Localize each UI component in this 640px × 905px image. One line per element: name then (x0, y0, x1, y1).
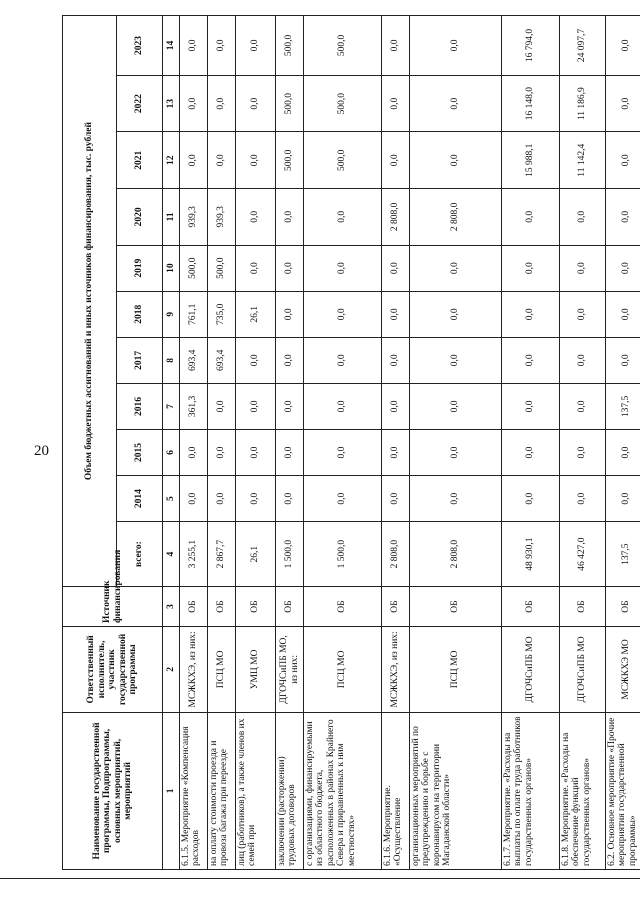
row-value: 0,0 (382, 291, 410, 337)
table-row (502, 16, 560, 870)
row-source: ОБ (276, 587, 304, 627)
row-value: 0,0 (236, 189, 276, 246)
table-row (606, 16, 640, 870)
row-value: 0,0 (304, 383, 382, 429)
row-value: 0,0 (410, 132, 502, 189)
row-value: 0,0 (180, 429, 208, 475)
year-header: 2019 (117, 245, 163, 291)
rotated-table-container (62, 15, 638, 870)
row-value: 500,0 (276, 16, 304, 76)
row-executor: ПСЦ МО (410, 626, 502, 712)
table-row (276, 16, 304, 870)
header-funding: Объем бюджетных ассигнований и иных источников финансирования, тыс. рублей (63, 16, 117, 587)
row-value: 16 148,0 (502, 75, 560, 132)
row-value: 0,0 (410, 337, 502, 383)
row-name: 6.1.8. Мероприятие. «Расходы на обеспечение функций государственных органов» (560, 712, 606, 869)
row-value: 500,0 (304, 132, 382, 189)
column-number: 7 (163, 383, 180, 429)
row-source: ОБ (382, 587, 410, 627)
row-executor: ПСЦ МО (208, 626, 236, 712)
row-value: 0,0 (410, 291, 502, 337)
page-number: 20 (34, 443, 49, 459)
row-value: 0,0 (180, 75, 208, 132)
column-number: 4 (163, 522, 180, 587)
row-value: 0,0 (560, 383, 606, 429)
row-source: ОБ (180, 587, 208, 627)
row-value: 500,0 (304, 16, 382, 76)
row-value: 0,0 (304, 476, 382, 522)
row-value: 761,1 (180, 291, 208, 337)
column-number: 1 (163, 712, 180, 869)
table-row (382, 16, 410, 870)
row-value: 0,0 (410, 245, 502, 291)
row-value: 48 930,1 (502, 522, 560, 587)
column-number: 8 (163, 337, 180, 383)
row-value: 0,0 (606, 337, 640, 383)
row-name: 6.1.7. Мероприятие. «Расходы на выплаты по оплате труда работников государственных органов» (502, 712, 560, 869)
row-value: 0,0 (276, 291, 304, 337)
row-value: 0,0 (410, 383, 502, 429)
row-value: 0,0 (382, 132, 410, 189)
row-value: 0,0 (410, 476, 502, 522)
row-value: 0,0 (276, 189, 304, 246)
row-executor: УМЦ МО (236, 626, 276, 712)
row-value: 0,0 (606, 132, 640, 189)
row-value: 0,0 (560, 337, 606, 383)
row-value: 0,0 (304, 337, 382, 383)
row-name: 6.2. Основное мероприятие «Прочие мероприятия государственной программы» (606, 712, 640, 869)
row-value: 0,0 (382, 75, 410, 132)
row-value: 0,0 (276, 337, 304, 383)
row-value: 11 186,9 (560, 75, 606, 132)
row-executor: МСЖКХЭ МО (606, 626, 640, 712)
row-value: 0,0 (276, 429, 304, 475)
row-value: 0,0 (410, 16, 502, 76)
row-value: 0,0 (208, 16, 236, 76)
header-name: Наименование государственной программы, Подпрограммы, основных мероприятий, мероприятий (63, 712, 163, 869)
table-row (410, 16, 502, 870)
row-value: 500,0 (276, 75, 304, 132)
row-value: 0,0 (208, 429, 236, 475)
row-value: 0,0 (502, 383, 560, 429)
row-value: 0,0 (276, 245, 304, 291)
year-header: 2018 (117, 291, 163, 337)
row-value: 693,4 (208, 337, 236, 383)
row-value: 0,0 (236, 16, 276, 76)
row-value: 0,0 (560, 429, 606, 475)
row-source: ОБ (606, 587, 640, 627)
table-row (560, 16, 606, 870)
row-value: 137,5 (606, 383, 640, 429)
row-value: 0,0 (606, 429, 640, 475)
row-value: 46 427,0 (560, 522, 606, 587)
header-source: Источник финансирования (63, 587, 163, 627)
row-value: 0,0 (236, 132, 276, 189)
row-value: 500,0 (208, 245, 236, 291)
row-value: 0,0 (502, 429, 560, 475)
row-executor: ДГОЧСиПБ МО (502, 626, 560, 712)
year-header: 2014 (117, 476, 163, 522)
row-name: 6.1.5. Мероприятие «Компенсация расходов (180, 712, 208, 869)
row-name: лиц (работников), а также членов их семей при (236, 712, 276, 869)
row-value: 0,0 (606, 245, 640, 291)
row-value: 0,0 (502, 189, 560, 246)
row-value: 0,0 (502, 337, 560, 383)
row-value: 1 500,0 (276, 522, 304, 587)
row-name: с организациями, финансируемыми из областного бюджета, расположенных в районах Крайнего Севера и приравненных к ним местностях» (304, 712, 382, 869)
row-executor: МСЖКХЭ, из них: (180, 626, 208, 712)
row-value: 2 808,0 (382, 189, 410, 246)
row-value: 0,0 (304, 245, 382, 291)
row-source: ОБ (560, 587, 606, 627)
row-value: 0,0 (606, 75, 640, 132)
column-numbers-row (163, 16, 180, 870)
row-value: 26,1 (236, 291, 276, 337)
row-value: 0,0 (410, 429, 502, 475)
year-header: 2017 (117, 337, 163, 383)
row-value: 0,0 (560, 291, 606, 337)
row-value: 0,0 (180, 16, 208, 76)
year-header: 2016 (117, 383, 163, 429)
row-value: 0,0 (236, 383, 276, 429)
row-value: 2 808,0 (382, 522, 410, 587)
row-value: 0,0 (606, 476, 640, 522)
row-executor: ДГОЧСиПБ МО (560, 626, 606, 712)
row-value: 0,0 (560, 245, 606, 291)
year-header: 2015 (117, 429, 163, 475)
footer-rule (0, 878, 640, 879)
row-value: 0,0 (382, 16, 410, 76)
table-row (180, 16, 208, 870)
year-header: 2020 (117, 189, 163, 246)
row-source: ОБ (502, 587, 560, 627)
row-value: 0,0 (236, 75, 276, 132)
column-number: 14 (163, 16, 180, 76)
row-value: 0,0 (502, 245, 560, 291)
row-source: ОБ (410, 587, 502, 627)
row-value: 0,0 (382, 429, 410, 475)
year-header: 2023 (117, 16, 163, 76)
column-number: 12 (163, 132, 180, 189)
row-name: 6.1.6. Мероприятие. «Осуществление (382, 712, 410, 869)
column-number: 13 (163, 75, 180, 132)
row-value: 693,4 (180, 337, 208, 383)
row-executor: ПСЦ МО (304, 626, 382, 712)
row-value: 0,0 (276, 476, 304, 522)
row-value: 500,0 (180, 245, 208, 291)
row-value: 0,0 (208, 132, 236, 189)
column-number: 10 (163, 245, 180, 291)
row-value: 2 808,0 (410, 522, 502, 587)
row-value: 0,0 (304, 189, 382, 246)
row-source: ОБ (304, 587, 382, 627)
row-value: 15 988,1 (502, 132, 560, 189)
row-value: 0,0 (236, 245, 276, 291)
row-value: 361,3 (180, 383, 208, 429)
row-value: 0,0 (208, 383, 236, 429)
row-value: 0,0 (382, 476, 410, 522)
row-source: ОБ (236, 587, 276, 627)
row-value: 0,0 (560, 189, 606, 246)
header-executor: Ответственный исполнитель, участник государственной программы (63, 626, 163, 712)
row-name: на оплату стоимости проезда и провоза багажа при переезде (208, 712, 236, 869)
row-value: 1 500,0 (304, 522, 382, 587)
row-value: 0,0 (304, 429, 382, 475)
row-value: 0,0 (410, 75, 502, 132)
column-number: 2 (163, 626, 180, 712)
row-value: 0,0 (236, 476, 276, 522)
row-value: 11 142,4 (560, 132, 606, 189)
column-number: 11 (163, 189, 180, 246)
table-body (180, 16, 640, 870)
row-value: 0,0 (208, 476, 236, 522)
year-header: 2021 (117, 132, 163, 189)
row-value: 0,0 (276, 383, 304, 429)
row-value: 137,5 (606, 522, 640, 587)
row-value: 0,0 (236, 429, 276, 475)
column-number: 9 (163, 291, 180, 337)
column-number: 3 (163, 587, 180, 627)
row-value: 0,0 (560, 476, 606, 522)
row-executor: ДГОЧСиПБ МО, из них: (276, 626, 304, 712)
column-number: 5 (163, 476, 180, 522)
table-row (208, 16, 236, 870)
year-header: 2022 (117, 75, 163, 132)
row-source: ОБ (208, 587, 236, 627)
row-value: 0,0 (382, 383, 410, 429)
row-value: 2 867,7 (208, 522, 236, 587)
row-name: организационных мероприятий по предупреждению и борьбе с коронавирусом на территории Магаданской области» (410, 712, 502, 869)
row-value: 0,0 (304, 291, 382, 337)
row-value: 0,0 (606, 16, 640, 76)
row-value: 24 097,7 (560, 16, 606, 76)
row-value: 939,3 (208, 189, 236, 246)
row-value: 500,0 (304, 75, 382, 132)
row-value: 0,0 (236, 337, 276, 383)
row-name: заключении (расторжении) трудовых договоров (276, 712, 304, 869)
row-value: 0,0 (180, 476, 208, 522)
row-value: 0,0 (180, 132, 208, 189)
table-row (304, 16, 382, 870)
row-value: 0,0 (382, 337, 410, 383)
row-value: 3 255,1 (180, 522, 208, 587)
row-value: 0,0 (606, 189, 640, 246)
row-value: 0,0 (502, 291, 560, 337)
funding-table (62, 15, 640, 870)
row-executor: МСЖКХЭ, из них: (382, 626, 410, 712)
row-value: 2 808,0 (410, 189, 502, 246)
row-value: 735,0 (208, 291, 236, 337)
row-value: 16 794,0 (502, 16, 560, 76)
year-header: всего: (117, 522, 163, 587)
row-value: 0,0 (208, 75, 236, 132)
row-value: 500,0 (276, 132, 304, 189)
row-value: 26,1 (236, 522, 276, 587)
row-value: 939,3 (180, 189, 208, 246)
column-number: 6 (163, 429, 180, 475)
row-value: 0,0 (382, 245, 410, 291)
row-value: 0,0 (502, 476, 560, 522)
row-value: 0,0 (606, 291, 640, 337)
table-row (236, 16, 276, 870)
